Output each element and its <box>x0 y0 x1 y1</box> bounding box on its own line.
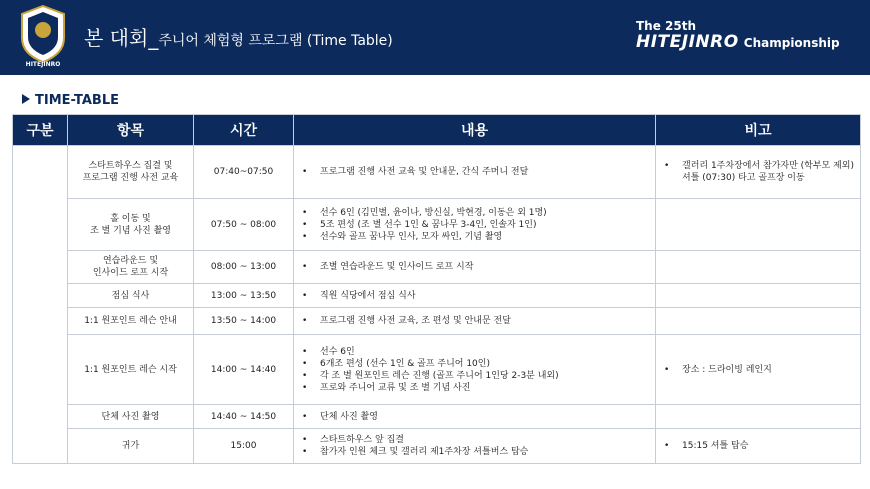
note-bullet-item: • 장소 : 드라이빙 레인지 <box>664 364 860 376</box>
content-cell <box>294 429 656 464</box>
item-line: 귀가 <box>121 441 140 451</box>
item-cell <box>68 429 194 464</box>
content-bullet-item: • 직원 식당에서 점심 식사 <box>302 290 655 302</box>
table-row <box>13 251 861 284</box>
item-line: 연습라운드 및 <box>102 256 159 266</box>
note-list <box>656 440 860 452</box>
content-bullet-item: • 선수와 골프 꿈나무 인사, 모자 싸인, 기념 촬영 <box>302 231 655 243</box>
content-bullet-item: • 5조 편성 (조 별 선수 1인 & 꿈나무 3-4인, 인솔자 1인) <box>302 219 655 231</box>
item-line: 스타트하우스 집결 및 <box>88 161 173 171</box>
item-cell <box>68 284 194 308</box>
content-bullet-item: • 각 조 별 원포인트 레슨 진행 (골프 주니어 1인당 2-3분 내외) <box>302 370 655 382</box>
header-time: 시간 <box>194 115 294 146</box>
note-cell <box>656 146 861 199</box>
content-bullet-item: • 선수 6인 (김민별, 윤이나, 방신실, 박현경, 이동은 외 1명) <box>302 207 655 219</box>
item-cell <box>68 199 194 251</box>
content-list <box>294 434 655 458</box>
item-line: 1:1 원포인트 레슨 안내 <box>84 316 177 326</box>
note-cell <box>656 251 861 284</box>
brand-edition: The 25th <box>636 19 697 33</box>
content-cell <box>294 199 656 251</box>
header-item: 항목 <box>68 115 194 146</box>
item-line: 점심 식사 <box>111 290 150 301</box>
time-cell: 13:50 ~ 14:00 <box>194 308 294 335</box>
content-cell <box>294 146 656 199</box>
time-cell: 15:00 <box>194 429 294 464</box>
note-list <box>656 160 860 184</box>
table-row <box>13 308 861 335</box>
brand-suffix: Championship <box>743 36 840 50</box>
content-cell <box>294 251 656 284</box>
content-list <box>294 346 655 394</box>
note-cell <box>656 199 861 251</box>
timetable <box>12 114 861 464</box>
brand-name: HITEJINRO <box>636 32 739 52</box>
championship-brand <box>636 20 840 52</box>
time-cell: 13:00 ~ 13:50 <box>194 284 294 308</box>
content-list <box>294 166 655 178</box>
time-cell: 08:00 ~ 13:00 <box>194 251 294 284</box>
content-list <box>294 261 655 273</box>
note-cell <box>656 335 861 405</box>
table-row <box>13 284 861 308</box>
content-list <box>294 207 655 243</box>
table-row <box>13 429 861 464</box>
content-bullet-item: • 스타트하우스 앞 집결 <box>302 434 655 446</box>
content-bullet-item: • 프로그램 진행 사전 교육, 조 편성 및 안내문 전달 <box>302 315 655 327</box>
item-cell <box>68 308 194 335</box>
note-bullet-item: • 15:15 셔틀 탑승 <box>664 440 860 452</box>
note-cell <box>656 429 861 464</box>
header-category: 구분 <box>13 115 68 146</box>
page-title <box>84 22 393 51</box>
item-cell <box>68 405 194 429</box>
table-row <box>13 199 861 251</box>
item-line: 1:1 원포인트 레슨 시작 <box>84 364 177 375</box>
time-cell: 07:50 ~ 08:00 <box>194 199 294 251</box>
content-list <box>294 411 655 423</box>
content-cell <box>294 284 656 308</box>
time-cell: 14:00 ~ 14:40 <box>194 335 294 405</box>
item-cell <box>68 251 194 284</box>
item-line: 인사이드 로프 시작 <box>92 268 169 278</box>
content-bullet-item: • 프로그램 진행 사전 교육 및 안내문, 간식 주머니 전달 <box>302 166 655 178</box>
content-list <box>294 315 655 327</box>
content-bullet-item: • 단체 사진 촬영 <box>302 411 655 423</box>
item-line: 조 별 기념 사진 촬영 <box>90 225 171 236</box>
content-cell <box>294 405 656 429</box>
header-note: 비고 <box>656 115 861 146</box>
header-content: 내용 <box>294 115 656 146</box>
table-row <box>13 335 861 405</box>
table-header-row <box>13 115 861 146</box>
content-cell <box>294 308 656 335</box>
item-line: 프로그램 진행 사전 교육 <box>82 173 179 183</box>
header-banner <box>0 0 870 75</box>
content-bullet-item: • 조별 연습라운드 및 인사이드 로프 시작 <box>302 261 655 273</box>
content-bullet-item: • 선수 6인 <box>302 346 655 358</box>
note-cell <box>656 284 861 308</box>
content-list <box>294 290 655 302</box>
title-sub: 주니어 체험형 프로그램 (Time Table) <box>158 33 393 49</box>
time-cell: 07:40~07:50 <box>194 146 294 199</box>
note-cell <box>656 405 861 429</box>
note-cell <box>656 308 861 335</box>
section-title: TIME-TABLE <box>22 93 119 108</box>
hitejinro-logo-emblem <box>18 4 68 70</box>
note-list <box>656 364 860 376</box>
item-line: 홀 이동 및 <box>110 213 151 224</box>
triangle-bullet-icon <box>22 94 30 104</box>
content-bullet-item: • 프로와 주니어 교류 및 조 별 기념 사진 <box>302 382 655 394</box>
svg-text:HITEJINRO: HITEJINRO <box>25 61 61 68</box>
title-main: 본 대회_ <box>84 26 159 50</box>
time-cell: 14:40 ~ 14:50 <box>194 405 294 429</box>
content-bullet-item: • 참가자 인원 체크 및 갤러리 제1주차장 셔틀버스 탑승 <box>302 446 655 458</box>
content-bullet-item: • 6개조 편성 (선수 1인 & 골프 주니어 10인) <box>302 358 655 370</box>
category-cell <box>13 146 68 464</box>
table-row <box>13 146 861 199</box>
item-line: 단체 사진 촬영 <box>101 411 160 422</box>
note-bullet-item: • 갤러리 1주차장에서 참가자만 (학부모 제외) 셔틀 (07:30) 타고 골프장 이동 <box>664 160 860 184</box>
item-cell <box>68 335 194 405</box>
content-cell <box>294 335 656 405</box>
table-row <box>13 405 861 429</box>
item-cell <box>68 146 194 199</box>
